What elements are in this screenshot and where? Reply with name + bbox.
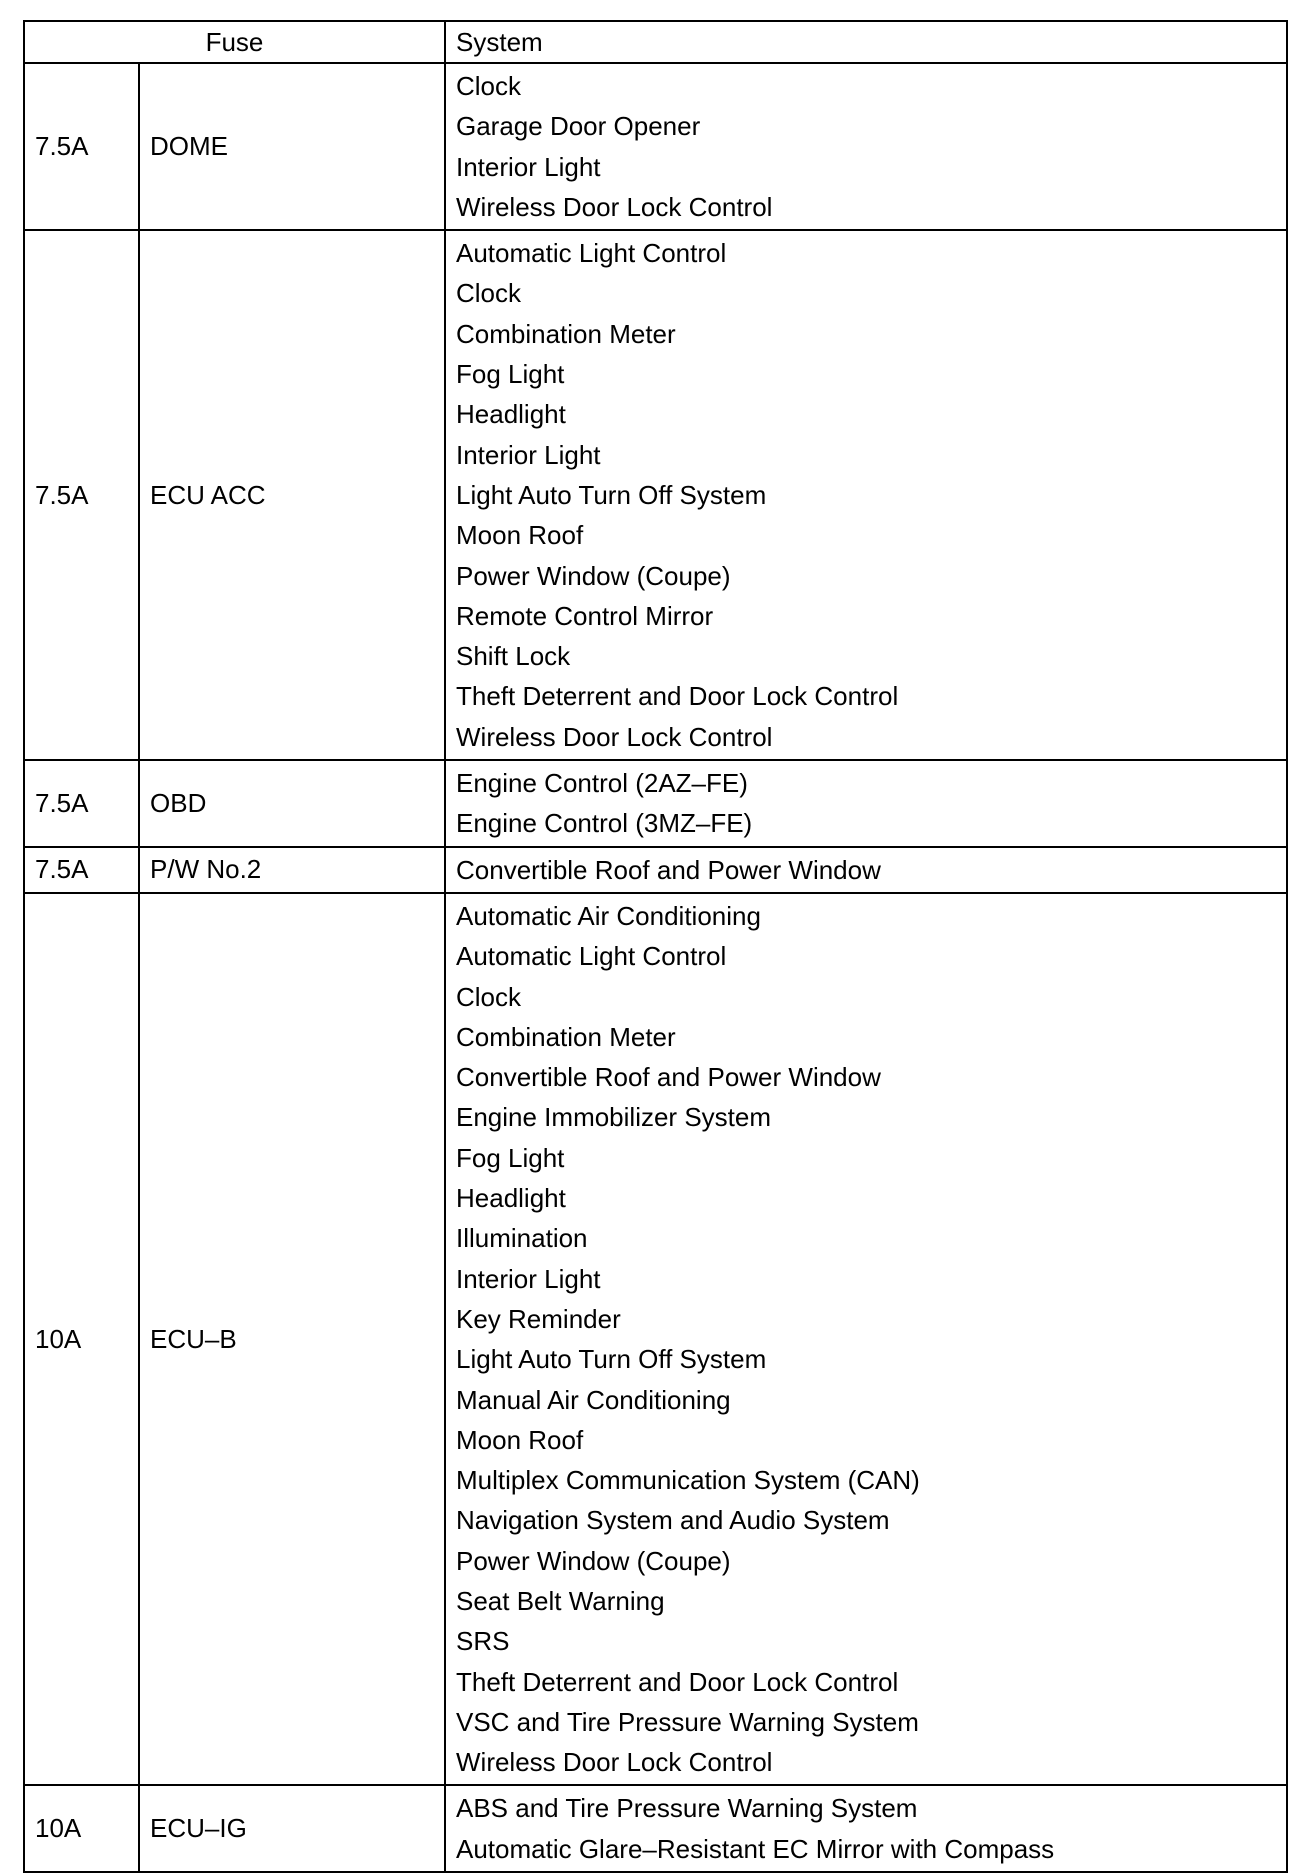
system-list: [445, 1785, 1287, 1872]
table-body: [24, 63, 1287, 1872]
system-list: [445, 63, 1287, 230]
fuse-column-header: Fuse: [24, 21, 445, 63]
system-item: Fog Light: [456, 1142, 565, 1173]
system-item: Illumination: [456, 1223, 588, 1254]
system-item: Remote Control Mirror: [456, 600, 714, 631]
fuse-row: [24, 230, 1287, 760]
system-item: Engine Control (3MZ–FE): [456, 808, 753, 839]
fuse-amperage: 7.5A: [24, 63, 139, 230]
system-item: Power Window (Coupe): [456, 560, 731, 591]
system-item: Wireless Door Lock Control: [456, 1747, 773, 1778]
fuse-name: DOME: [139, 63, 445, 230]
fuse-row: [24, 63, 1287, 230]
system-item: Light Auto Turn Off System: [456, 1344, 767, 1375]
system-item: Automatic Air Conditioning: [456, 900, 761, 931]
system-item: Combination Meter: [456, 1021, 676, 1052]
system-list: [445, 760, 1287, 847]
system-item: Fog Light: [456, 359, 565, 390]
system-item: VSC and Tire Pressure Warning System: [456, 1706, 919, 1737]
system-item: Key Reminder: [456, 1303, 621, 1334]
system-item: Seat Belt Warning: [456, 1585, 665, 1616]
fuse-name: P/W No.2: [139, 847, 445, 893]
system-item: Automatic Light Control: [456, 941, 727, 972]
fuse-name: ECU–B: [139, 893, 445, 1786]
system-item: Multiplex Communication System (CAN): [456, 1465, 920, 1496]
fuse-amperage: 10A: [24, 893, 139, 1786]
fuse-amperage: 10A: [24, 1785, 139, 1872]
system-item: Garage Door Opener: [456, 111, 701, 142]
system-item: Clock: [456, 71, 522, 101]
fuse-row: [24, 893, 1287, 1786]
system-item: ABS and Tire Pressure Warning System: [456, 1793, 918, 1824]
system-item: Automatic Light Control: [456, 238, 727, 269]
system-column-header: System: [445, 21, 1287, 63]
fuse-amperage: 7.5A: [24, 847, 139, 893]
system-item: Clock: [456, 278, 522, 309]
system-item: Moon Roof: [456, 1424, 584, 1455]
system-item: Convertible Roof and Power Window: [456, 1062, 881, 1093]
system-item: Headlight: [456, 1183, 566, 1214]
system-item: Headlight: [456, 399, 566, 430]
fuse-system-table: [23, 20, 1288, 1873]
system-item: Manual Air Conditioning: [456, 1384, 731, 1415]
system-item: Automatic Glare–Resistant EC Mirror with Compass: [456, 1833, 1055, 1864]
system-item: Engine Control (2AZ–FE): [456, 768, 748, 799]
system-item: Wireless Door Lock Control: [456, 191, 773, 222]
system-item: Theft Deterrent and Door Lock Control: [456, 681, 899, 712]
fuse-name: OBD: [139, 760, 445, 847]
fuse-row: [24, 760, 1287, 847]
system-item: Interior Light: [456, 1263, 601, 1294]
system-item: Moon Roof: [456, 520, 584, 551]
system-item: Interior Light: [456, 439, 601, 470]
fuse-amperage: 7.5A: [24, 230, 139, 760]
system-item: Interior Light: [456, 151, 601, 182]
table-header: [24, 21, 1287, 63]
fuse-name: ECU ACC: [139, 230, 445, 760]
system-item: Convertible Roof and Power Window: [456, 854, 881, 885]
system-item: Theft Deterrent and Door Lock Control: [456, 1666, 899, 1697]
system-list: [445, 893, 1287, 1786]
system-item: Combination Meter: [456, 318, 676, 349]
system-list: [445, 230, 1287, 760]
fuse-row: [24, 847, 1287, 893]
fuse-amperage: 7.5A: [24, 760, 139, 847]
system-item: Wireless Door Lock Control: [456, 721, 773, 752]
system-item: Light Auto Turn Off System: [456, 479, 767, 510]
fuse-name: ECU–IG: [139, 1785, 445, 1872]
system-item: Shift Lock: [456, 641, 571, 672]
system-item: Clock: [456, 981, 522, 1012]
fuse-row: [24, 1785, 1287, 1872]
system-item: Power Window (Coupe): [456, 1545, 731, 1576]
system-item: Navigation System and Audio System: [456, 1505, 890, 1536]
system-list: [445, 847, 1287, 893]
header-row: [24, 21, 1287, 63]
system-item: Engine Immobilizer System: [456, 1102, 771, 1133]
system-item: SRS: [456, 1626, 510, 1657]
